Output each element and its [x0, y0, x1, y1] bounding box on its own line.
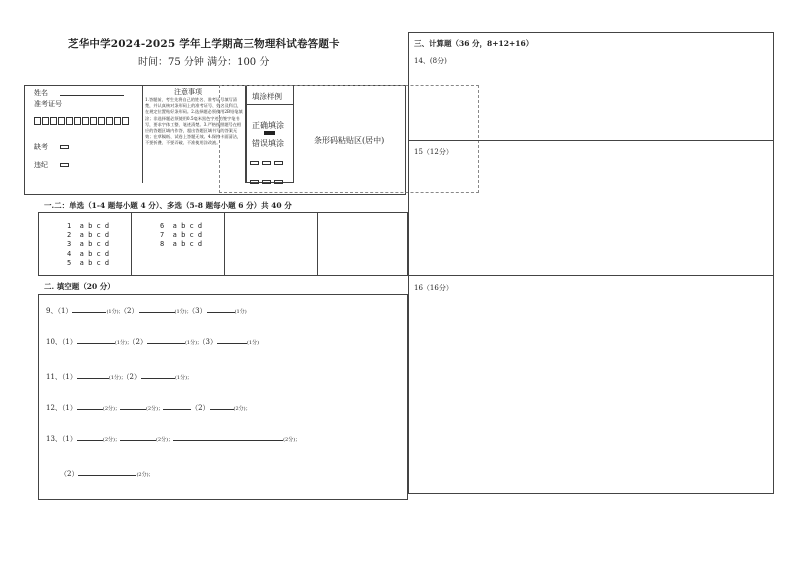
answer-blank[interactable]	[173, 433, 283, 441]
wrong-fill-label: 错误填涂	[252, 139, 284, 148]
choice-row[interactable]: 6 a b c d	[160, 222, 203, 230]
question-13-part-2: （2） (2分)；	[60, 470, 154, 478]
answer-blank[interactable]	[210, 402, 234, 410]
answer-blank[interactable]	[77, 433, 103, 441]
answer-blank[interactable]	[139, 305, 175, 313]
notice-text: 1.答题前，考生先将自己的姓名、准考证号填写清楚，并认真核对条形码上的准考证号、姓名及科目，在规定位置贴好条形码。2.选择题必须使用2B铅笔填涂；非选择题必须使用0.5毫米黑色字迹的签字笔书写，要求字体工整、笔迹清楚。3.严格按照题号在相应的答题区域内作答，超出答题区域书写的答案无效；在草稿纸、试卷上答题无效。4.保持卡面清洁，不要折叠、不要弄破、不准使用涂改液。	[145, 97, 243, 146]
question-13: 13、（1） (2分)； (2分)； (2分)；	[46, 435, 301, 443]
violation-checkbox[interactable]	[60, 163, 69, 167]
choice-row[interactable]: 7 a b c d	[160, 231, 203, 240]
calc-section	[408, 32, 774, 494]
choice-divider-1	[131, 212, 132, 276]
choice-divider-2	[224, 212, 225, 276]
question-15-label: 15（12分）	[414, 148, 453, 156]
exam-id-boxes[interactable]	[34, 110, 130, 129]
choice-divider-3	[317, 212, 318, 276]
choice-row[interactable]: 3 a b c d	[67, 240, 110, 249]
answer-blank[interactable]	[77, 402, 103, 410]
answer-blank[interactable]	[217, 336, 247, 344]
question-11: 11、（1） (1分)；（2） (1分)；	[46, 373, 193, 381]
choice-col-1	[67, 222, 109, 268]
choice-row[interactable]: 1 a b c d	[67, 222, 110, 230]
answer-blank[interactable]	[207, 305, 235, 313]
question-16-label: 16（16分）	[414, 284, 453, 292]
fill-sample-title: 填涂样例	[252, 92, 282, 101]
question-10: 10、（1） (1分)；（2） (1分)；（3） (1分)	[46, 338, 260, 346]
calc-section-title: 三、计算题（36 分，8+12+16）	[414, 39, 534, 48]
name-field[interactable]	[60, 95, 124, 96]
question-14-label: 14、(8分)	[414, 57, 447, 65]
answer-blank[interactable]	[72, 305, 106, 313]
answer-blank[interactable]	[163, 402, 191, 410]
notice-title: 注意事项	[174, 88, 202, 96]
answer-blank[interactable]	[77, 371, 109, 379]
exam-id-label: 准考证号	[34, 100, 62, 108]
choice-row[interactable]: 5 a b c d	[67, 258, 110, 267]
question-12: 12、（1） (2分)； (2分)； （2） (2分)；	[46, 404, 251, 412]
answer-blank[interactable]	[120, 402, 146, 410]
absent-checkbox[interactable]	[60, 145, 69, 149]
choice-row[interactable]: 4 a b c d	[67, 249, 110, 258]
name-label: 姓名	[34, 89, 48, 97]
barcode-label: 条形码粘贴区(居中)	[314, 136, 385, 145]
choice-col-2	[160, 222, 202, 250]
answer-blank[interactable]	[78, 468, 136, 476]
violation-label: 违纪	[34, 161, 48, 169]
exam-meta: 时间：75 分钟 满分：100 分	[138, 57, 270, 68]
absent-label: 缺考	[34, 143, 48, 151]
choice-section-title: 一.二：单选（1-4 题每小题 4 分）、多选（5-8 题每小题 6 分）共 40 分	[44, 201, 292, 210]
fill-section-title: 二. 填空题（20 分）	[44, 282, 115, 291]
calc-divider-1	[408, 140, 774, 141]
choice-row[interactable]: 8 a b c d	[160, 240, 203, 249]
correct-fill-label: 正确填涂	[252, 121, 284, 130]
question-9: 9、（1） (1分)；（2） (1分)；（3） (1分)	[46, 307, 247, 315]
answer-blank[interactable]	[141, 371, 175, 379]
answer-blank[interactable]	[120, 433, 156, 441]
answer-blank[interactable]	[77, 336, 115, 344]
calc-divider-2	[408, 275, 774, 276]
page-title: 芝华中学2024-2025 学年上学期高三物理科试卷答题卡	[68, 38, 340, 50]
answer-blank[interactable]	[147, 336, 185, 344]
choice-row[interactable]: 2 a b c d	[67, 231, 110, 240]
